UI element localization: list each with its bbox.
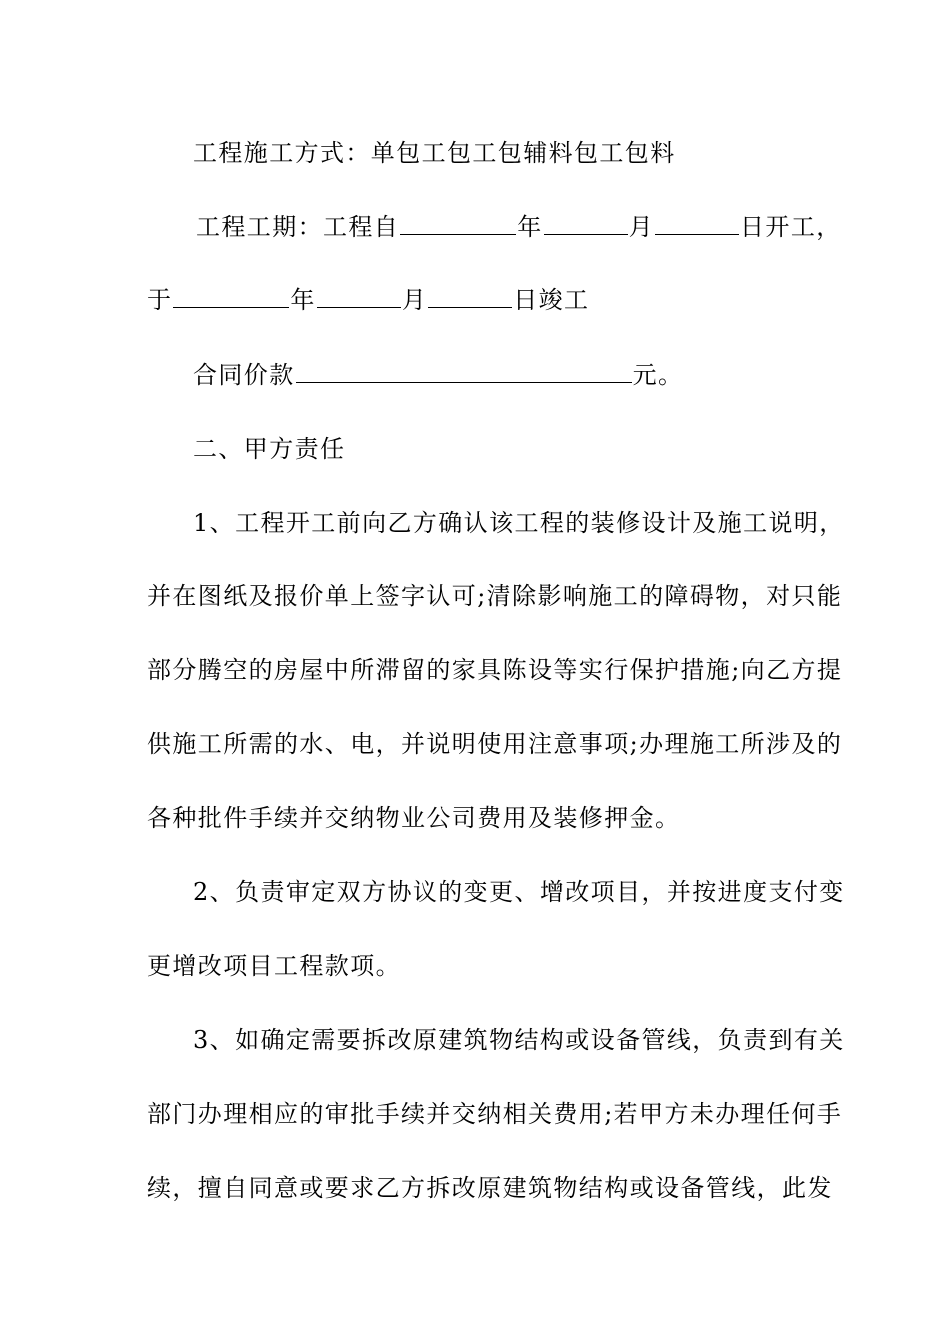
start-year-label: 年 xyxy=(517,213,543,241)
end-month-blank xyxy=(317,289,401,308)
start-year-blank xyxy=(400,216,516,235)
period-label: 工程工期：工程自 xyxy=(196,213,400,241)
paragraph-1-line: 各种批件手续并交纳物业公司费用及装修押金。 xyxy=(147,804,681,832)
start-month-label: 月 xyxy=(628,213,655,241)
price-unit: 元。 xyxy=(632,361,684,389)
paragraph-2-line: 2、负责审定双方协议的变更、增改项目，并按进度支付变 xyxy=(193,878,845,906)
paragraph-1-line: 部分腾空的房屋中所滞留的家具陈设等实行保护措施;向乙方提 xyxy=(147,656,843,684)
paragraph-3-line: 续，擅自同意或要求乙方拆改原建筑物结构或设备管线，此发 xyxy=(147,1174,833,1202)
paragraph-1-line: 1、工程开工前向乙方确认该工程的装修设计及施工说明， xyxy=(193,509,845,537)
paragraph-2-line: 更增改项目工程款项。 xyxy=(147,952,401,980)
start-day-label: 日开工， xyxy=(740,213,842,241)
price-label: 合同价款 xyxy=(193,361,295,389)
start-month-blank xyxy=(544,216,628,235)
end-day-label: 日竣工 xyxy=(513,286,590,314)
end-year-label: 年 xyxy=(290,286,316,314)
construction-method-line: 工程施工方式：单包工包工包辅料包工包料 xyxy=(193,139,676,167)
price-blank xyxy=(296,364,632,383)
paragraph-1-line: 供施工所需的水、电，并说明使用注意事项;办理施工所涉及的 xyxy=(147,730,843,758)
completion-date-line xyxy=(147,285,589,315)
completion-prefix: 于 xyxy=(147,286,173,314)
start-day-blank xyxy=(655,216,739,235)
paragraph-1-line: 并在图纸及报价单上签字认可;清除影响施工的障碍物，对只能 xyxy=(147,582,843,610)
paragraph-3-line: 3、如确定需要拆改原建筑物结构或设备管线，负责到有关 xyxy=(193,1026,845,1054)
end-day-blank xyxy=(428,289,512,308)
section-title: 二、甲方责任 xyxy=(193,435,346,463)
contract-price-line xyxy=(193,360,683,390)
end-month-label: 月 xyxy=(401,286,428,314)
end-year-blank xyxy=(173,289,289,308)
construction-period-line xyxy=(196,212,842,242)
paragraph-3-line: 部门办理相应的审批手续并交纳相关费用;若甲方未办理任何手 xyxy=(147,1100,843,1128)
